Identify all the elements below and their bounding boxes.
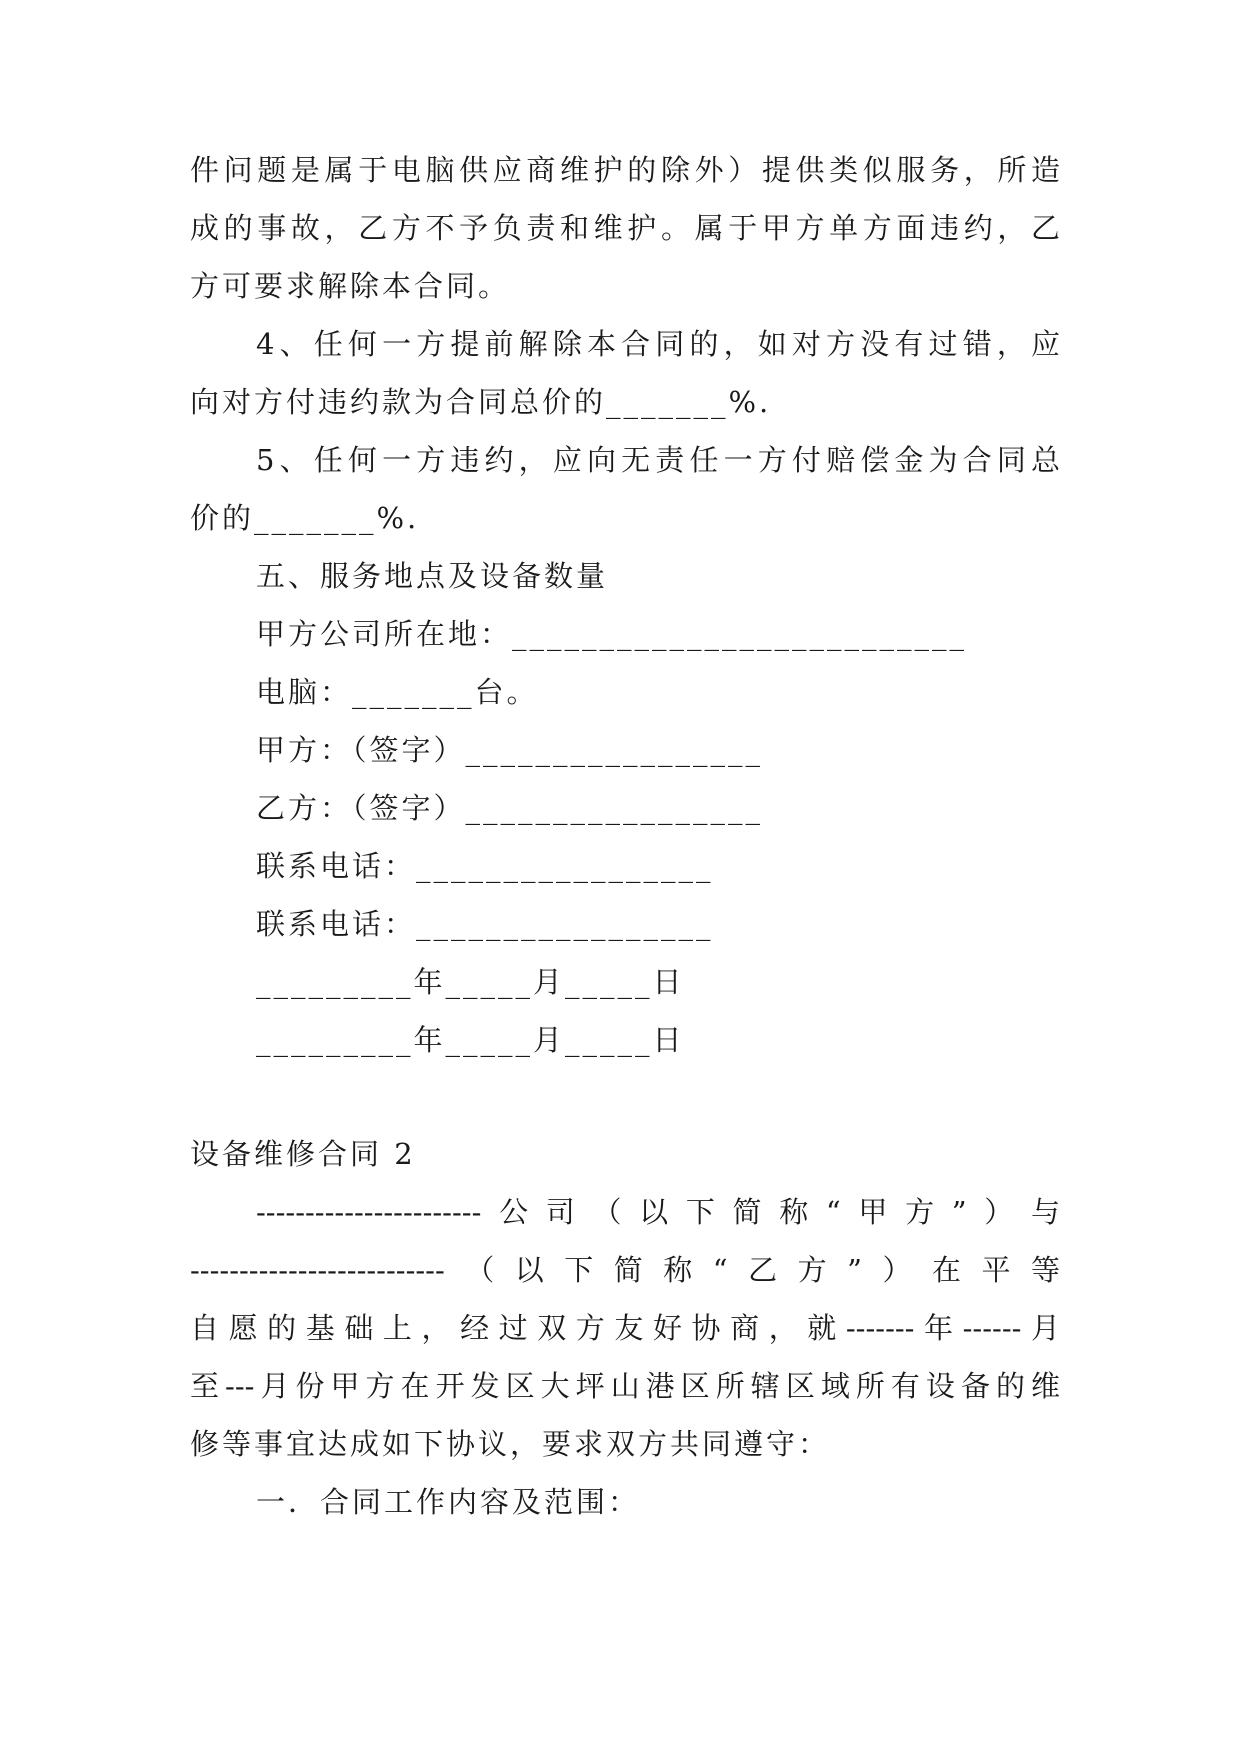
paragraph-line: 至---月份甲方在开发区大坪山港区所辖区域所有设备的维 bbox=[190, 1369, 1060, 1403]
paragraph-line: -----------------------公司（以下简称“甲方”）与 bbox=[256, 1195, 1060, 1229]
computer-count-field: 电脑：_______台。 bbox=[256, 675, 539, 709]
paragraph-line: 方可要求解除本合同。 bbox=[190, 269, 511, 303]
company-location-field: 甲方公司所在地：__________________________ bbox=[256, 617, 968, 651]
date-field: _________年_____月_____日 bbox=[256, 965, 685, 999]
paragraph-line: 修等事宜达成如下协议，要求双方共同遵守： bbox=[190, 1427, 831, 1461]
paragraph-line: 成的事故，乙方不予负责和维护。属于甲方单方面违约，乙 bbox=[190, 211, 1060, 245]
clause-5-line: 价的_______%. bbox=[190, 501, 420, 535]
paragraph-line: --------------------------（以下简称“乙方”）在平等 bbox=[190, 1253, 1060, 1287]
paragraph-line: 件问题是属于电脑供应商维护的除外）提供类似服务，所造 bbox=[190, 153, 1060, 187]
clause-5-line: 5、任何一方违约，应向无责任一方付赔偿金为合同总 bbox=[256, 443, 1060, 477]
party-b-signature-field: 乙方：（签字）_________________ bbox=[256, 791, 764, 825]
party-a-signature-field: 甲方：（签字）_________________ bbox=[256, 733, 764, 767]
phone-field: 联系电话：_________________ bbox=[256, 907, 714, 941]
paragraph-line: 自愿的基础上，经过双方友好协商，就-------年------月 bbox=[190, 1311, 1060, 1345]
section-heading: 五、服务地点及设备数量 bbox=[256, 559, 609, 593]
section-heading: 一．合同工作内容及范围： bbox=[256, 1485, 641, 1519]
document-title: 设备维修合同 2 bbox=[190, 1137, 416, 1171]
clause-4-line: 4、任何一方提前解除本合同的，如对方没有过错，应 bbox=[256, 327, 1060, 361]
phone-field: 联系电话：_________________ bbox=[256, 849, 714, 883]
clause-4-line: 向对方付违约款为合同总价的_______%. bbox=[190, 385, 772, 419]
date-field: _________年_____月_____日 bbox=[256, 1023, 685, 1057]
